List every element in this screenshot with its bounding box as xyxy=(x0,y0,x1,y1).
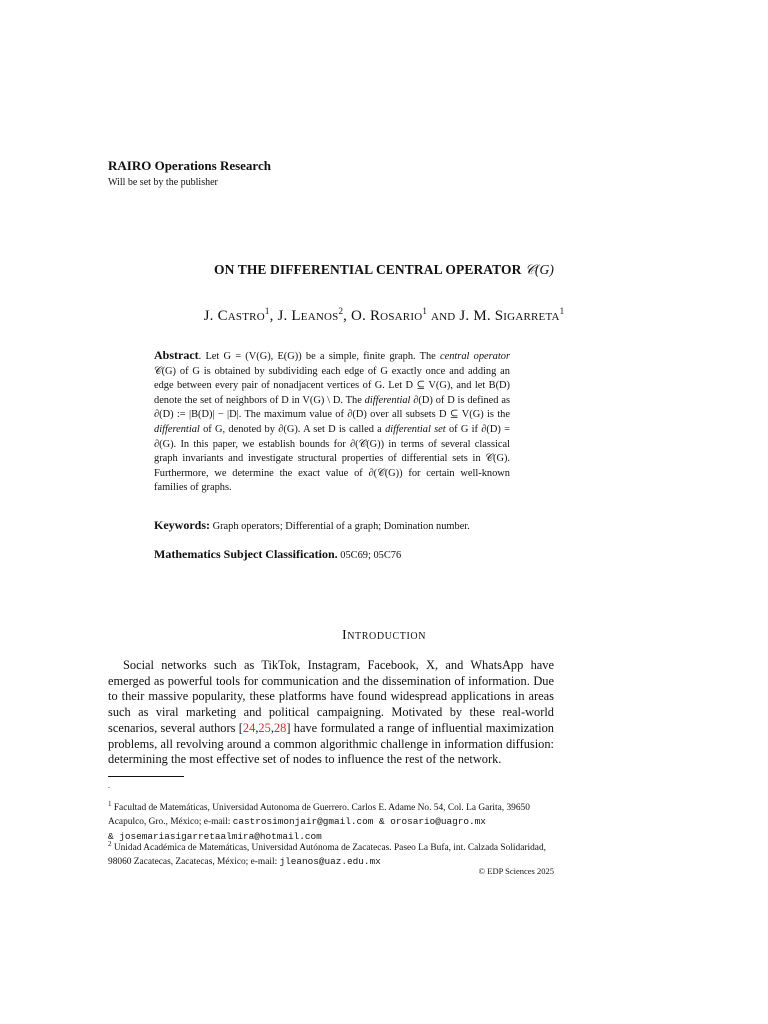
paper-title xyxy=(0,262,768,278)
abstract-text: . Let G = (V(G), E(G)) be a simple, finite graph. The xyxy=(198,351,440,362)
citation-separator: , xyxy=(255,720,259,735)
author-list xyxy=(0,306,768,325)
msc-text: 05C69; 05C76 xyxy=(337,550,402,561)
abstract-text: of G, denoted by ∂(G). A set D is called a xyxy=(199,423,386,435)
footnote-dot: . xyxy=(108,781,110,790)
author-name: J. M. Sigarreta xyxy=(459,308,560,324)
email-separator: & xyxy=(373,816,391,828)
paragraph-text: Social networks such as TikTok, Instagram, Facebook, X, and WhatsApp have emerged as powerful tools for communication and the dissemination of information. Due to their massive popularity, these platforms have found widespread applications in areas such as viral marketing and political campaigning. Motivated by these real-world scenarios, several authors [ xyxy=(108,658,554,735)
author-separator: and xyxy=(427,308,460,324)
msc-label: Mathematics Subject Classification. xyxy=(154,547,338,561)
author-affiliation: 1 xyxy=(264,306,270,316)
copyright-notice: © EDP Sciences 2025 xyxy=(478,866,554,876)
abstract-text: 𝒞(G) of G is obtained by subdividing each edge of G exactly once and adding an edge between every pair of nonadjacent vertices of G. Let D ⊆ V(G), and let B(D) denote the set of neighbors of D in V(G) \ D. The xyxy=(154,365,510,406)
citation-link[interactable]: 25 xyxy=(258,720,271,735)
abstract-term: differential set xyxy=(385,423,446,435)
email-link[interactable]: castrosimonjair@gmail.com xyxy=(232,816,374,828)
email-link[interactable]: josemariasigarretaalmira@hotmail.com xyxy=(119,830,322,842)
abstract-term: central operator xyxy=(439,351,510,362)
author-affiliation: 1 xyxy=(559,306,565,316)
author-affiliation: 1 xyxy=(422,306,428,316)
abstract-term: differential xyxy=(364,394,411,406)
paper-title-text: ON THE DIFFERENTIAL CENTRAL OPERATOR xyxy=(214,262,522,277)
abstract-term: differential xyxy=(154,423,200,435)
author-separator: , xyxy=(343,308,352,324)
abstract xyxy=(154,348,510,496)
citation-link[interactable]: 24 xyxy=(242,720,256,735)
footnote-text: Unidad Académica de Matemáticas, Universidad Autónoma de Zacatecas. Paseo La Bufa, int. Calzada Solidaridad, 98060 Zacatecas, Zacatecas, México; e-mail: xyxy=(108,843,546,868)
email-link[interactable]: orosario@uagro.mx xyxy=(390,816,486,828)
keywords xyxy=(154,518,470,533)
author-affiliation: 2 xyxy=(338,306,344,316)
footnote-rule xyxy=(108,776,184,777)
section-heading-introduction: Introduction xyxy=(341,628,427,643)
keywords-label: Keywords: xyxy=(154,518,210,532)
paper-title-math: 𝒞(G) xyxy=(524,262,554,277)
keywords-text: Graph operators; Differential of a graph; Domination number. xyxy=(210,521,470,532)
publisher-note: Will be set by the publisher xyxy=(108,177,218,188)
citation-separator: , xyxy=(270,720,274,735)
author-name: J. Castro xyxy=(203,308,265,324)
footnote-text: Facultad de Matemáticas, Universidad Autonoma de Guerrero. Carlos E. Adame No. 54, Col. La Garita, 39650 Acapulco, Gro., México; e-mail: xyxy=(108,803,530,828)
author-separator: , xyxy=(269,308,278,324)
author-name: J. Leanos xyxy=(277,308,339,324)
footnote-mark: 1 xyxy=(108,800,112,808)
paragraph-text: ] have formulated a range of influential maximization problems, all revolving around a common algorithmic challenge in information diffusion: determining the most effective set of nodes to influence the rest of the network. xyxy=(108,720,554,767)
author-name: O. Rosario xyxy=(351,308,423,324)
abstract-text: ∂(D) of D is defined as ∂(D) := |B(D)| − |D|. The maximum value of ∂(D) over all subsets D ⊆ V(G) is the xyxy=(154,394,510,421)
citation-link[interactable]: 28 xyxy=(273,720,287,735)
email-link[interactable]: jleanos@uaz.edu.mx xyxy=(279,856,381,868)
journal-name: RAIRO Operations Research xyxy=(108,158,271,173)
footnote-2 xyxy=(108,837,554,870)
subject-classification xyxy=(154,547,401,562)
abstract-text: of G if ∂(D) = ∂(G). In this paper, we establish bounds for ∂(𝒞(G)) in terms of several classical graph invariants and investigate structural properties of differential sets in 𝒞(G). Furthermore, we determine the exact value of ∂(𝒞(G)) for certain well-known families of graphs. xyxy=(154,423,510,494)
footnote-mark: 2 xyxy=(108,840,112,848)
introduction-paragraph xyxy=(108,658,554,768)
email-separator: & xyxy=(108,830,120,842)
abstract-label: Abstract xyxy=(154,348,199,362)
